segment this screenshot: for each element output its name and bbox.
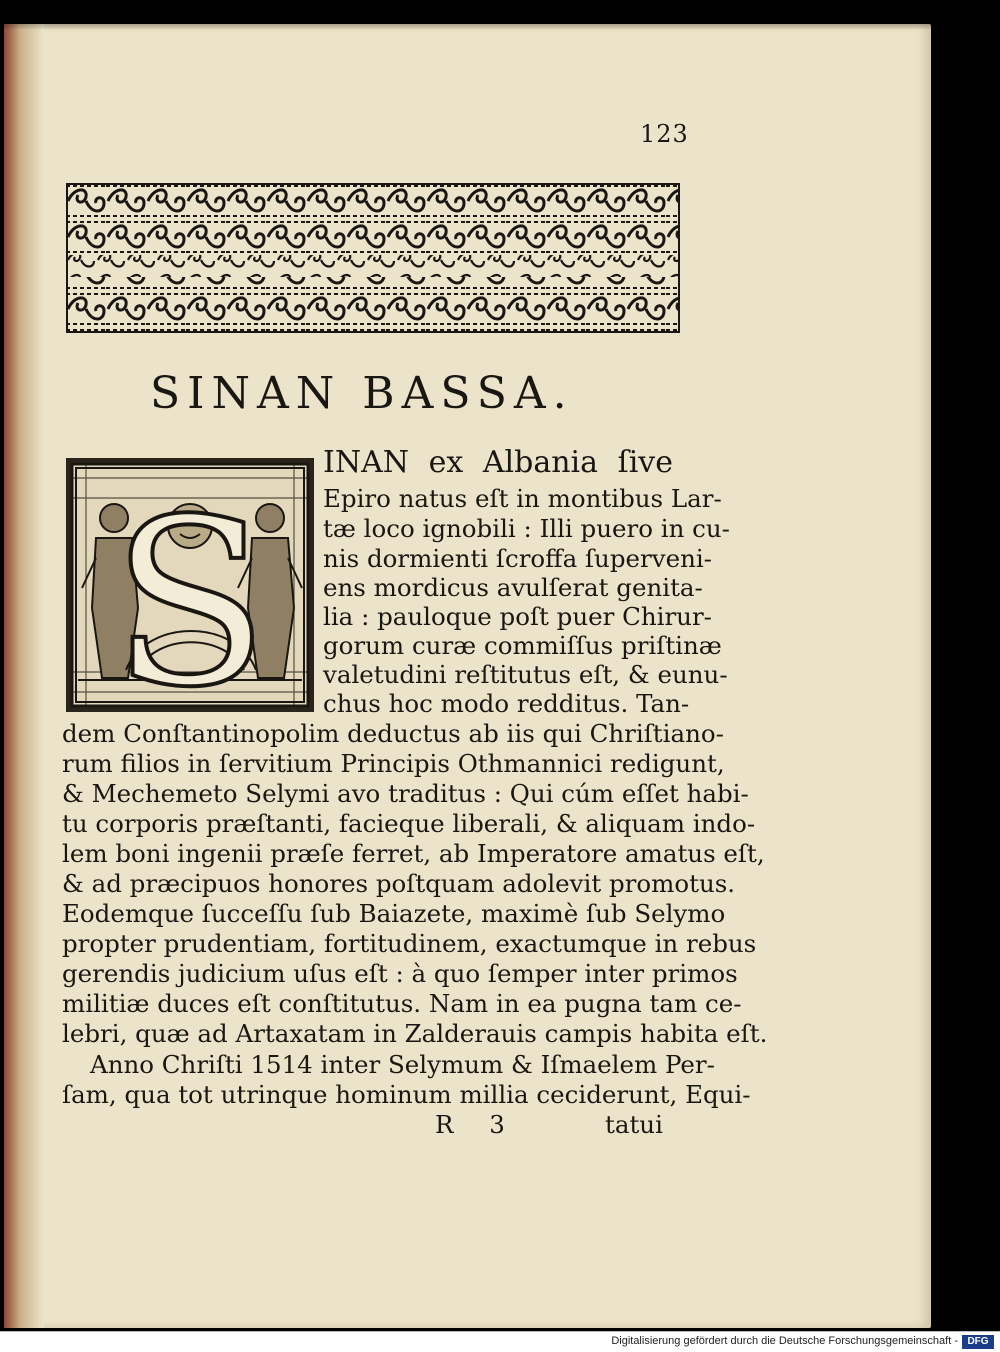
page-edge-shadow xyxy=(4,24,931,30)
initial-letter: S xyxy=(111,471,269,712)
text-line: gorum curæ commiſſus priſtinæ xyxy=(323,631,722,660)
text-line: gerendis judicium uſus eſt : à quo ſemper inter primos xyxy=(62,959,738,988)
text-line: & ad præcipuos honores poſtquam adolevit promotus. xyxy=(62,869,736,898)
signature-mark: R 3 xyxy=(435,1110,519,1139)
dfg-logo: DFG xyxy=(962,1335,994,1349)
text-line: ens mordicus avulſerat genita- xyxy=(323,573,703,602)
chapter-heading: SINAN BASSA. xyxy=(150,368,574,419)
decorated-initial-woodcut xyxy=(66,458,314,712)
text-line: Anno Chriſti 1514 inter Selymum & Iſmaelem Per- xyxy=(90,1050,715,1079)
text-line: tæ loco ignobili : Illi puero in cu- xyxy=(323,514,730,543)
binding-gutter xyxy=(4,24,44,1328)
text-line: rum filios in ſervitium Principis Othmannici redigunt, xyxy=(62,749,725,778)
text-line: militiæ duces eſt conſtitutus. Nam in ea pugna tam ce- xyxy=(62,989,742,1018)
text-line: valetudini reſtitutus eſt, & eunu- xyxy=(323,660,728,689)
text-line: propter prudentiam, fortitudinem, exactumque in rebus xyxy=(62,929,757,958)
text-line: tu corporis præſtanti, facieque liberali, & aliquam indo- xyxy=(62,809,756,838)
text-line: lebri, quæ ad Artaxatam in Zalderauis campis habita eſt. xyxy=(62,1019,768,1048)
text-line: INAN ex Albania ſive xyxy=(323,445,673,480)
text-line: chus hoc modo redditus. Tan- xyxy=(323,689,690,718)
text-line: dem Conſtantinopolim deductus ab iis qui Chriſtiano- xyxy=(62,719,724,748)
page-number: 123 xyxy=(640,120,689,148)
catchword: tatui xyxy=(605,1110,663,1139)
text-line: Eodemque ſucceſſu ſub Baiazete, maximè ſub Selymo xyxy=(62,899,726,928)
footer-bar xyxy=(0,1331,1000,1352)
text-line: nis dormienti ſcroffa ſuperveni- xyxy=(323,544,712,573)
text-line: lem boni ingenii præſe ferret, ab Imperatore amatus eſt, xyxy=(62,839,765,868)
ornamental-headpiece xyxy=(66,183,680,333)
funding-notice: Digitalisierung gefördert durch die Deutsche Forschungsgemeinschaft - xyxy=(611,1335,958,1347)
text-line: Epiro natus eſt in montibus Lar- xyxy=(323,484,722,513)
text-line: & Mechemeto Selymi avo traditus : Qui cúm eſſet habi- xyxy=(62,779,749,808)
text-line: lia : pauloque poſt puer Chirur- xyxy=(323,602,712,631)
text-line: ſam, qua tot utrinque hominum millia ceciderunt, Equi- xyxy=(62,1080,751,1109)
